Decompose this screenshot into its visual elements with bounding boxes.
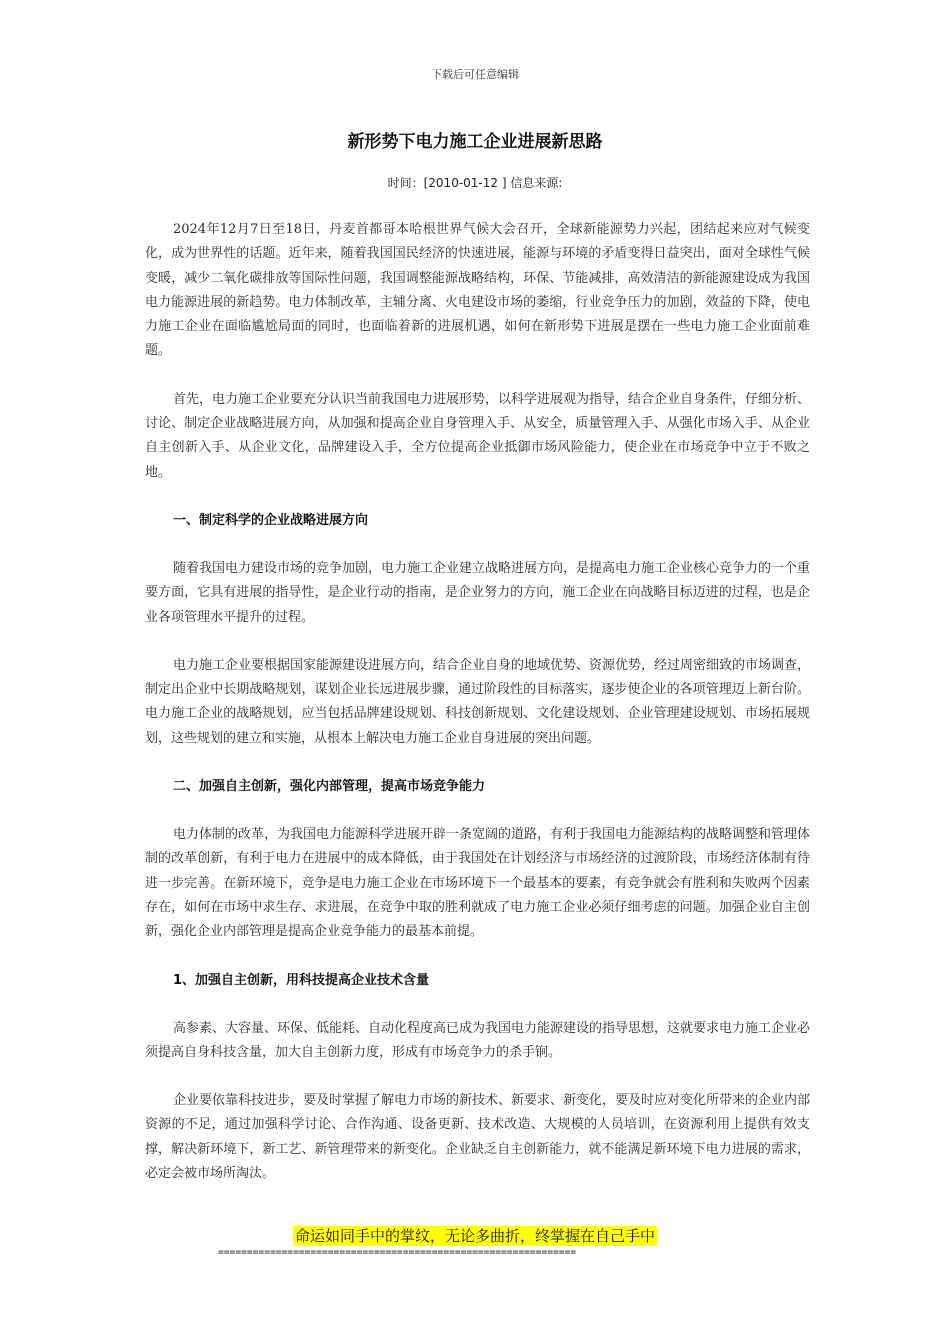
divider-line: ============================================================== <box>218 1247 577 1258</box>
paragraph: 随着我国电力建设市场的竞争加剧，电力施工企业建立战略进展方向，是提高电力施工企业核心竞争力的一个重要方面，它具有进展的指导性，是企业行动的指南，是企业努力的方向，施工企业在向战略目标迈进的过程，也是企业各项管理水平提升的过程。 <box>145 560 811 625</box>
section-heading: 二、加强自主创新，强化内部管理，提高市场竞争能力 <box>173 779 486 795</box>
article-meta: 时间：[2010-01-12 ] 信息来源: <box>387 176 563 190</box>
motto-container <box>0 1226 950 1246</box>
motto-highlight: 命运如同手中的掌纹，无论多曲折，终掌握在自己手中 <box>294 1227 655 1245</box>
paragraph: 高参素、大容量、环保、低能耗、自动化程度高已成为我国电力能源建设的指导思想，这就要求电力施工企业必须提高自身科技含量，加大自主创新力度，形成有市场竞争力的杀手锏。 <box>145 1020 811 1060</box>
subsection-heading: 1、加强自主创新，用科技提高企业技术含量 <box>173 972 430 988</box>
paragraph: 企业要依靠科技进步，要及时掌握了解电力市场的新技术、新要求、新变化，要及时应对变化所带来的企业内部资源的不足，通过加强科学讨论、合作沟通、设备更新、技术改造、大规模的人员培训，在资源利用上提供有效支撑，解决新环境下，新工艺、新管理带来的新变化。企业缺乏自主创新能力，就不能满足新环境下电力进展的需求，必定会被市场所淘汰。 <box>145 1093 811 1182</box>
page-title: 新形势下电力施工企业进展新思路 <box>347 132 603 152</box>
paragraph: 2024年12月7日至18日，丹麦首都哥本哈根世界气候大会召开，全球新能源势力兴起，团结起来应对气候变化，成为世界性的话题。近年来，随着我国国民经济的快速进展，能源与环境的矛盾变得日益突出，面对全球性气候变暖，减少二氧化碳排放等国际性问题，我国调整能源战略结构，环保、节能减排，高效清洁的新能源建设成为我国电力能源进展的新趋势。电力体制改革，主辅分离、火电建设市场的萎缩，行业竞争压力的加剧，效益的下降，使电力施工企业在面临尴尬局面的同时，也面临着新的进展机遇，如何在新形势下进展是摆在一些电力施工企业面前难题。 <box>145 222 810 359</box>
section-heading: 一、制定科学的企业战略进展方向 <box>173 512 369 528</box>
download-note: 下载后可任意编辑 <box>431 68 519 81</box>
paragraph: 电力施工企业要根据国家能源建设进展方向，结合企业自身的地域优势、资源优势，经过周密细致的市场调查，制定出企业中长期战略规划，谋划企业长远进展步骤，通过阶段性的目标落实，逐步使企业的各项管理迈上新台阶。电力施工企业的战略规划，应当包括品牌建设规划、科技创新规划、文化建设规划、企业管理建设规划、市场拓展规划，这些规划的建立和实施，从根本上解决电力施工企业自身进展的突出问题。 <box>145 657 811 746</box>
paragraph: 电力体制的改革，为我国电力能源科学进展开辟一条宽阔的道路，有利于我国电力能源结构的战略调整和管理体制的改革创新，有利于电力在进展中的成本降低，由于我国处在计划经济与市场经济的过渡阶段，市场经济体制有待进一步完善。在新环境下，竞争是电力施工企业在市场环境下一个最基本的要素，有竞争就会有胜利和失败两个因素存在，如何在市场中求生存、求进展，在竞争中取的胜利就成了电力施工企业必须仔细考虑的问题。加强企业自主创新，强化企业内部管理是提高企业竞争能力的最基本前提。 <box>145 827 811 940</box>
paragraph: 首先，电力施工企业要充分认识当前我国电力进展形势，以科学进展观为指导，结合企业自身条件，仔细分析、讨论、制定企业战略进展方向，从加强和提高企业自身管理入手、从安全，质量管理入手、从强化市场入手、从企业自主创新入手、从企业文化，品牌建设入手，全方位提高企业抵御市场风险能力，使企业在市场竞争中立于不败之地。 <box>145 391 811 480</box>
article-body <box>145 218 810 1210</box>
